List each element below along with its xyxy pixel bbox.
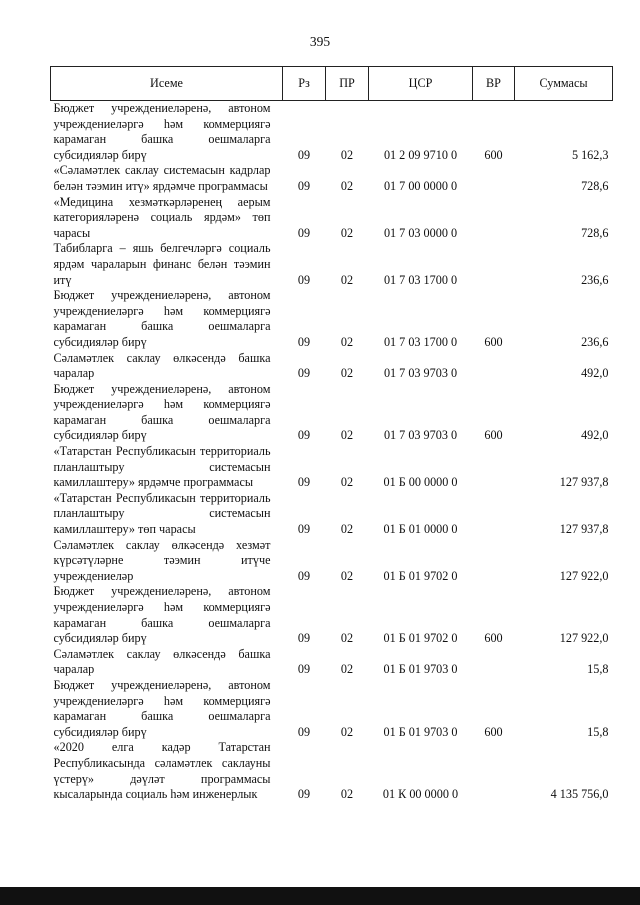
row-rz: 09 [297, 178, 311, 193]
header-rz: Рз [283, 67, 326, 101]
table-row [51, 678, 613, 740]
header-pr: ПР [326, 67, 369, 101]
row-name: Бюджет учреждениеләренә, автоном учреждениеләргә һәм коммерциягә карамаган башка оешмаларга субсидияләр бирү [53, 677, 271, 739]
row-amount: 236,6 [581, 334, 609, 349]
row-rz: 09 [297, 366, 311, 381]
row-vr [473, 647, 515, 678]
row-csr: 01 7 03 9703 0 [383, 366, 458, 381]
row-csr: 01 Б 01 9703 0 [383, 724, 458, 739]
row-csr: 01 Б 00 0000 0 [383, 475, 458, 490]
header-csr: ЦСР [369, 67, 473, 101]
table-row [51, 241, 613, 288]
row-pr: 02 [340, 366, 354, 381]
row-csr: 01 7 03 1700 0 [383, 334, 458, 349]
row-rz: 09 [297, 225, 311, 240]
row-vr [473, 740, 515, 802]
row-vr [473, 163, 515, 194]
row-vr: 600 [484, 334, 503, 349]
row-amount: 127 922,0 [559, 568, 609, 583]
table-row [51, 584, 613, 646]
row-csr: 01 2 09 9710 0 [383, 147, 458, 162]
header-vr: ВР [473, 67, 515, 101]
row-csr: 01 Б 01 9702 0 [383, 631, 458, 646]
table-row [51, 351, 613, 382]
table-row [51, 163, 613, 194]
row-name: «Татарстан Республикасын территориаль планлаштыру системасын камиллаштеру» төп чарасы [53, 490, 271, 537]
header-amount: Суммасы [515, 67, 613, 101]
row-vr [473, 538, 515, 585]
row-name: «Медицина хезмәткәрләренең аерым категорияләренә социаль ярдәм» төп чарасы [53, 194, 271, 240]
row-name: Бюджет учреждениеләренә, автоном учреждениеләргә һәм коммерциягә карамаган башка оешмаларга субсидияләр бирү [53, 288, 271, 349]
budget-table [50, 66, 613, 803]
row-amount: 492,0 [581, 428, 609, 443]
table-header-row [51, 67, 613, 101]
table-row [51, 491, 613, 538]
row-rz: 09 [297, 272, 311, 287]
row-vr [473, 241, 515, 288]
row-name: «2020 елга кадәр Татарстан Республикасында сәламәтлек саклауны үстерү» дәүләт программасы кысаларында социаль һәм инженерлык [53, 740, 271, 802]
row-vr [473, 491, 515, 538]
row-amount: 728,6 [581, 225, 609, 240]
row-pr: 02 [340, 662, 354, 677]
row-vr: 600 [484, 724, 503, 739]
row-amount: 127 937,8 [559, 475, 609, 490]
row-amount: 127 937,8 [559, 522, 609, 537]
row-rz: 09 [297, 334, 311, 349]
row-csr: 01 7 03 9703 0 [383, 428, 458, 443]
row-vr: 600 [484, 147, 503, 162]
row-rz: 09 [297, 475, 311, 490]
table-row [51, 444, 613, 491]
table-body [51, 101, 613, 803]
row-pr: 02 [340, 178, 354, 193]
row-rz: 09 [297, 787, 311, 802]
header-name: Исеме [51, 67, 283, 101]
row-rz: 09 [297, 631, 311, 646]
row-csr: 01 Б 01 9703 0 [383, 662, 458, 677]
row-vr: 600 [484, 631, 503, 646]
row-pr: 02 [340, 631, 354, 646]
page-number: 395 [309, 34, 331, 49]
row-vr [473, 444, 515, 491]
row-amount: 127 922,0 [559, 631, 609, 646]
row-pr: 02 [340, 225, 354, 240]
row-amount: 492,0 [581, 366, 609, 381]
row-name: Сәламәтлек саклау өлкәсендә хезмәт күрсәтүләрне тәэмин итүче учреждениеләр [53, 537, 271, 583]
row-rz: 09 [297, 662, 311, 677]
row-rz: 09 [297, 428, 311, 443]
row-rz: 09 [297, 147, 311, 162]
row-name: Бюджет учреждениеләренә, автоном учреждениеләргә һәм коммерциягә карамаган башка оешмаларга субсидияләр бирү [53, 381, 271, 443]
row-amount: 4 135 756,0 [550, 787, 609, 802]
row-csr: 01 Б 01 9702 0 [383, 568, 458, 583]
row-pr: 02 [340, 724, 354, 739]
row-name: Табибларга – яшь белгечләргә социаль ярдәм чараларын финанс белән тәэмин итү [53, 241, 271, 287]
row-rz: 09 [297, 568, 311, 583]
row-csr: 01 7 03 1700 0 [383, 272, 458, 287]
row-rz: 09 [297, 522, 311, 537]
row-csr: 01 7 00 0000 0 [383, 178, 458, 193]
row-pr: 02 [340, 475, 354, 490]
table-row [51, 740, 613, 802]
row-amount: 728,6 [581, 178, 609, 193]
table-row [51, 538, 613, 585]
row-vr [473, 351, 515, 382]
table-row [51, 288, 613, 350]
row-pr: 02 [340, 522, 354, 537]
row-pr: 02 [340, 147, 354, 162]
row-pr: 02 [340, 568, 354, 583]
table-row [51, 195, 613, 242]
row-csr: 01 7 03 0000 0 [383, 225, 458, 240]
row-name: Бюджет учреждениеләренә, автоном учреждениеләргә һәм коммерциягә карамаган башка оешмаларга субсидияләр бирү [53, 584, 271, 646]
row-csr: 01 К 00 0000 0 [382, 787, 459, 802]
row-name: Сәламәтлек саклау өлкәсендә башка чаралар [53, 350, 271, 381]
row-pr: 02 [340, 334, 354, 349]
row-amount: 15,8 [587, 724, 609, 739]
row-name: «Сәламәтлек саклау системасын кадрлар белән тәэмин итү» ярдәмче программасы [53, 163, 271, 193]
table-row [51, 101, 613, 164]
row-amount: 5 162,3 [571, 147, 609, 162]
row-name: Бюджет учреждениеләренә, автоном учреждениеләргә һәм коммерциягә карамаган башка оешмаларга субсидияләр бирү [53, 101, 271, 162]
row-csr: 01 Б 01 0000 0 [383, 522, 458, 537]
row-amount: 236,6 [581, 272, 609, 287]
row-pr: 02 [340, 428, 354, 443]
scan-edge-bar [0, 887, 640, 905]
row-vr: 600 [484, 428, 503, 443]
row-name: Сәламәтлек саклау өлкәсендә башка чаралар [53, 646, 271, 677]
row-amount: 15,8 [587, 662, 609, 677]
table-row [51, 647, 613, 678]
row-vr [473, 195, 515, 242]
row-name: «Татарстан Республикасын территориаль планлаштыру системасын камиллаштеру» ярдәмче программасы [53, 444, 271, 490]
row-pr: 02 [340, 787, 354, 802]
row-pr: 02 [340, 272, 354, 287]
table-row [51, 382, 613, 444]
row-rz: 09 [297, 724, 311, 739]
